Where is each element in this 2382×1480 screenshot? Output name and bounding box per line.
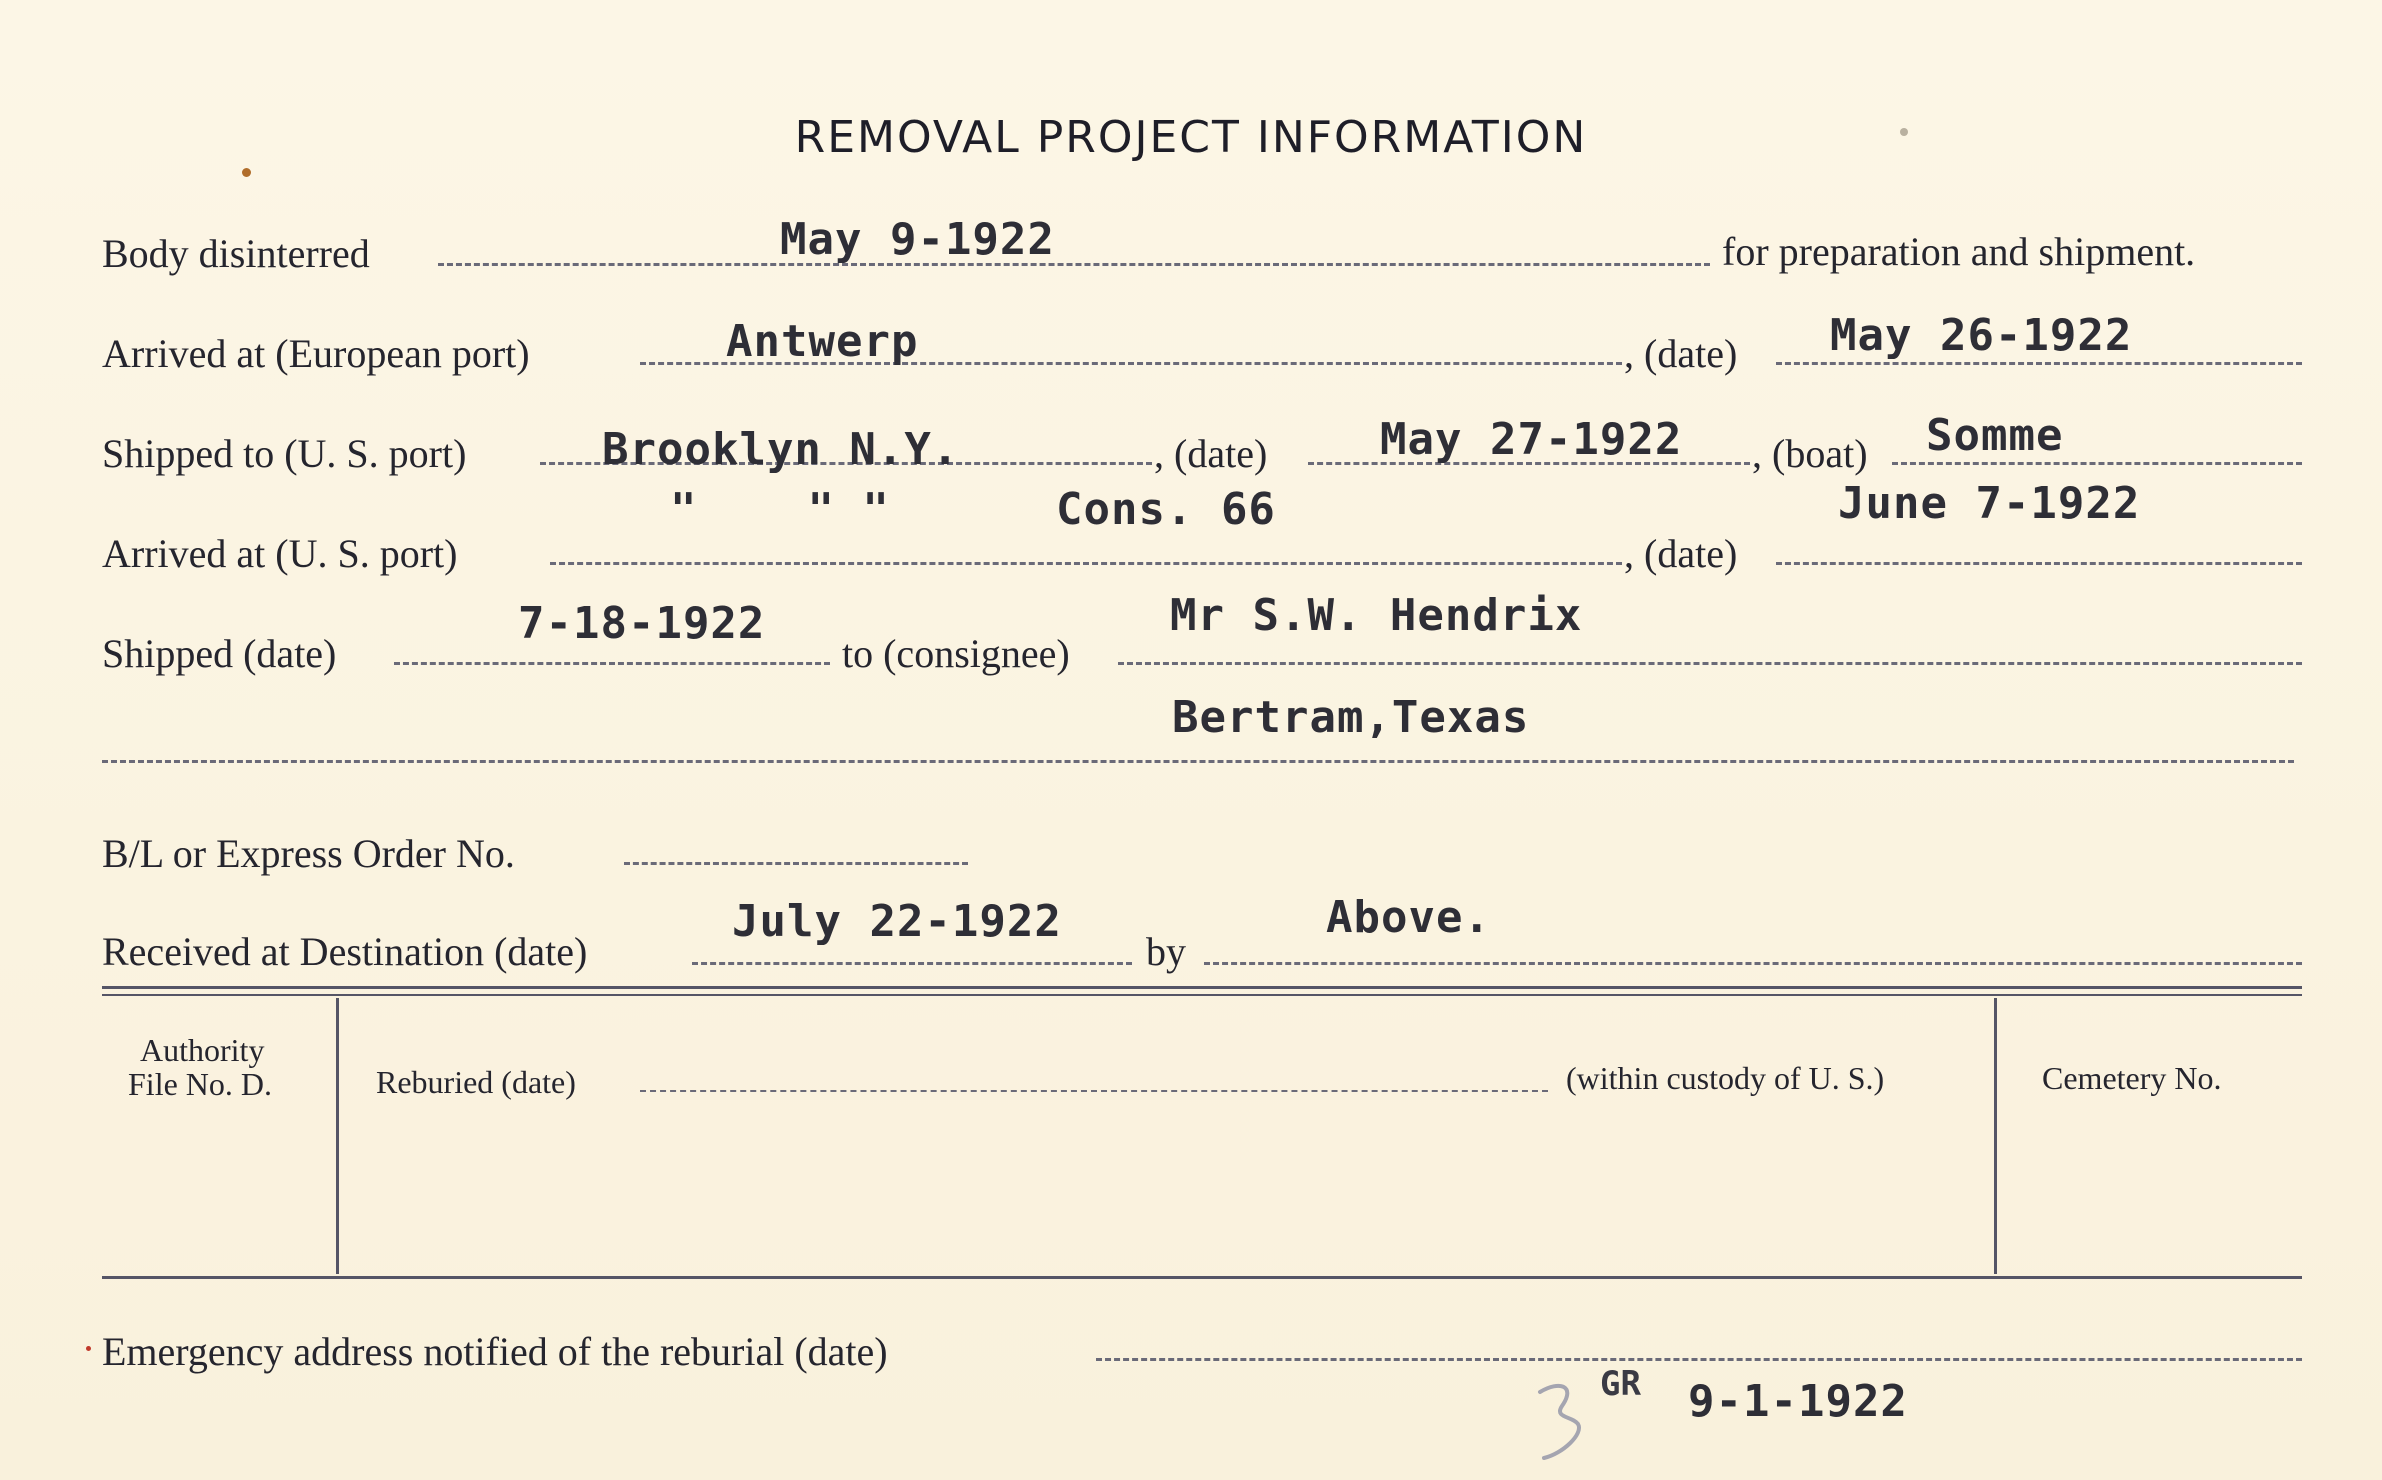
arrived-us-line xyxy=(550,562,1622,565)
arrived-us-date-value: June 7-1922 xyxy=(1838,478,2141,529)
stamp-date: 9-1-1922 xyxy=(1688,1376,1908,1427)
received-value: July 22-1922 xyxy=(732,896,1062,947)
arrived-eu-label: Arrived at (European port) xyxy=(102,331,530,376)
shipped-us-boat-value: Somme xyxy=(1926,410,2064,461)
authority-label-2: File No. D. xyxy=(128,1066,272,1102)
consignee-value: Mr S.W. Hendrix xyxy=(1170,590,1583,641)
arrived-eu-date-value: May 26-1922 xyxy=(1830,310,2133,361)
shipped-us-date-value: May 27-1922 xyxy=(1380,414,1683,465)
arrived-eu-value: Antwerp xyxy=(726,316,919,367)
table-bottom-rule xyxy=(102,1276,2302,1279)
shipped-date-line xyxy=(394,662,830,665)
arrived-us-date-label: , (date) xyxy=(1624,531,1738,576)
disinterred-label: Body disinterred xyxy=(102,231,370,276)
table-divider-right xyxy=(1994,998,1997,1274)
bl-line xyxy=(624,862,968,865)
received-by-label: by xyxy=(1146,929,1186,974)
shipped-us-boat-label: , (boat) xyxy=(1752,431,1868,476)
consignee-label: to (consignee) xyxy=(842,631,1070,676)
disinterred-suffix: for preparation and shipment. xyxy=(1722,229,2196,274)
shipped-us-label: Shipped to (U. S. port) xyxy=(102,431,467,476)
arrived-eu-date-label: , (date) xyxy=(1624,331,1738,376)
received-by-value: Above. xyxy=(1326,892,1491,943)
reburied-line xyxy=(640,1090,1548,1092)
consignee-line xyxy=(1118,662,2302,665)
paper-speck xyxy=(1900,128,1908,136)
custody-label: (within custody of U. S.) xyxy=(1566,1060,1885,1096)
disinterred-value: May 9-1922 xyxy=(780,214,1055,265)
authority-label-1: Authority xyxy=(140,1032,265,1068)
arrived-us-cons: Cons. 66 xyxy=(1056,484,1276,535)
received-by-line xyxy=(1204,962,2302,965)
arrived-us-date-line xyxy=(1776,562,2302,565)
reburied-label: Reburied (date) xyxy=(376,1064,576,1100)
consignee-address: Bertram,Texas xyxy=(1172,692,1530,743)
shipped-us-boat-line xyxy=(1892,462,2302,465)
arrived-eu-date-line xyxy=(1776,362,2302,365)
table-top-rule-2 xyxy=(102,994,2302,996)
shipped-us-date-label: , (date) xyxy=(1154,431,1268,476)
received-label: Received at Destination (date) xyxy=(102,929,588,974)
bl-label: B/L or Express Order No. xyxy=(102,831,515,876)
arrived-us-ditto: " " " xyxy=(670,484,890,535)
emergency-line xyxy=(1096,1358,2302,1361)
emergency-label: Emergency address notified of the reburial (date) xyxy=(102,1329,888,1374)
paper-speck xyxy=(242,168,251,177)
shipped-us-value: Brooklyn N.Y. xyxy=(602,424,960,475)
handwritten-mark xyxy=(1532,1372,1602,1462)
table-divider-left xyxy=(336,998,339,1274)
stamp-mark: GR xyxy=(1600,1364,1641,1404)
card-title: REMOVAL PROJECT INFORMATION xyxy=(794,112,1588,163)
table-top-rule xyxy=(102,986,2302,989)
cemetery-label: Cemetery No. xyxy=(2042,1060,2222,1096)
received-line xyxy=(692,962,1132,965)
shipped-date-value: 7-18-1922 xyxy=(518,598,766,649)
disinterred-line xyxy=(438,263,1710,266)
arrived-us-label: Arrived at (U. S. port) xyxy=(102,531,458,576)
address-line xyxy=(102,760,2294,763)
shipped-date-label: Shipped (date) xyxy=(102,631,337,676)
paper-speck xyxy=(86,1346,91,1351)
